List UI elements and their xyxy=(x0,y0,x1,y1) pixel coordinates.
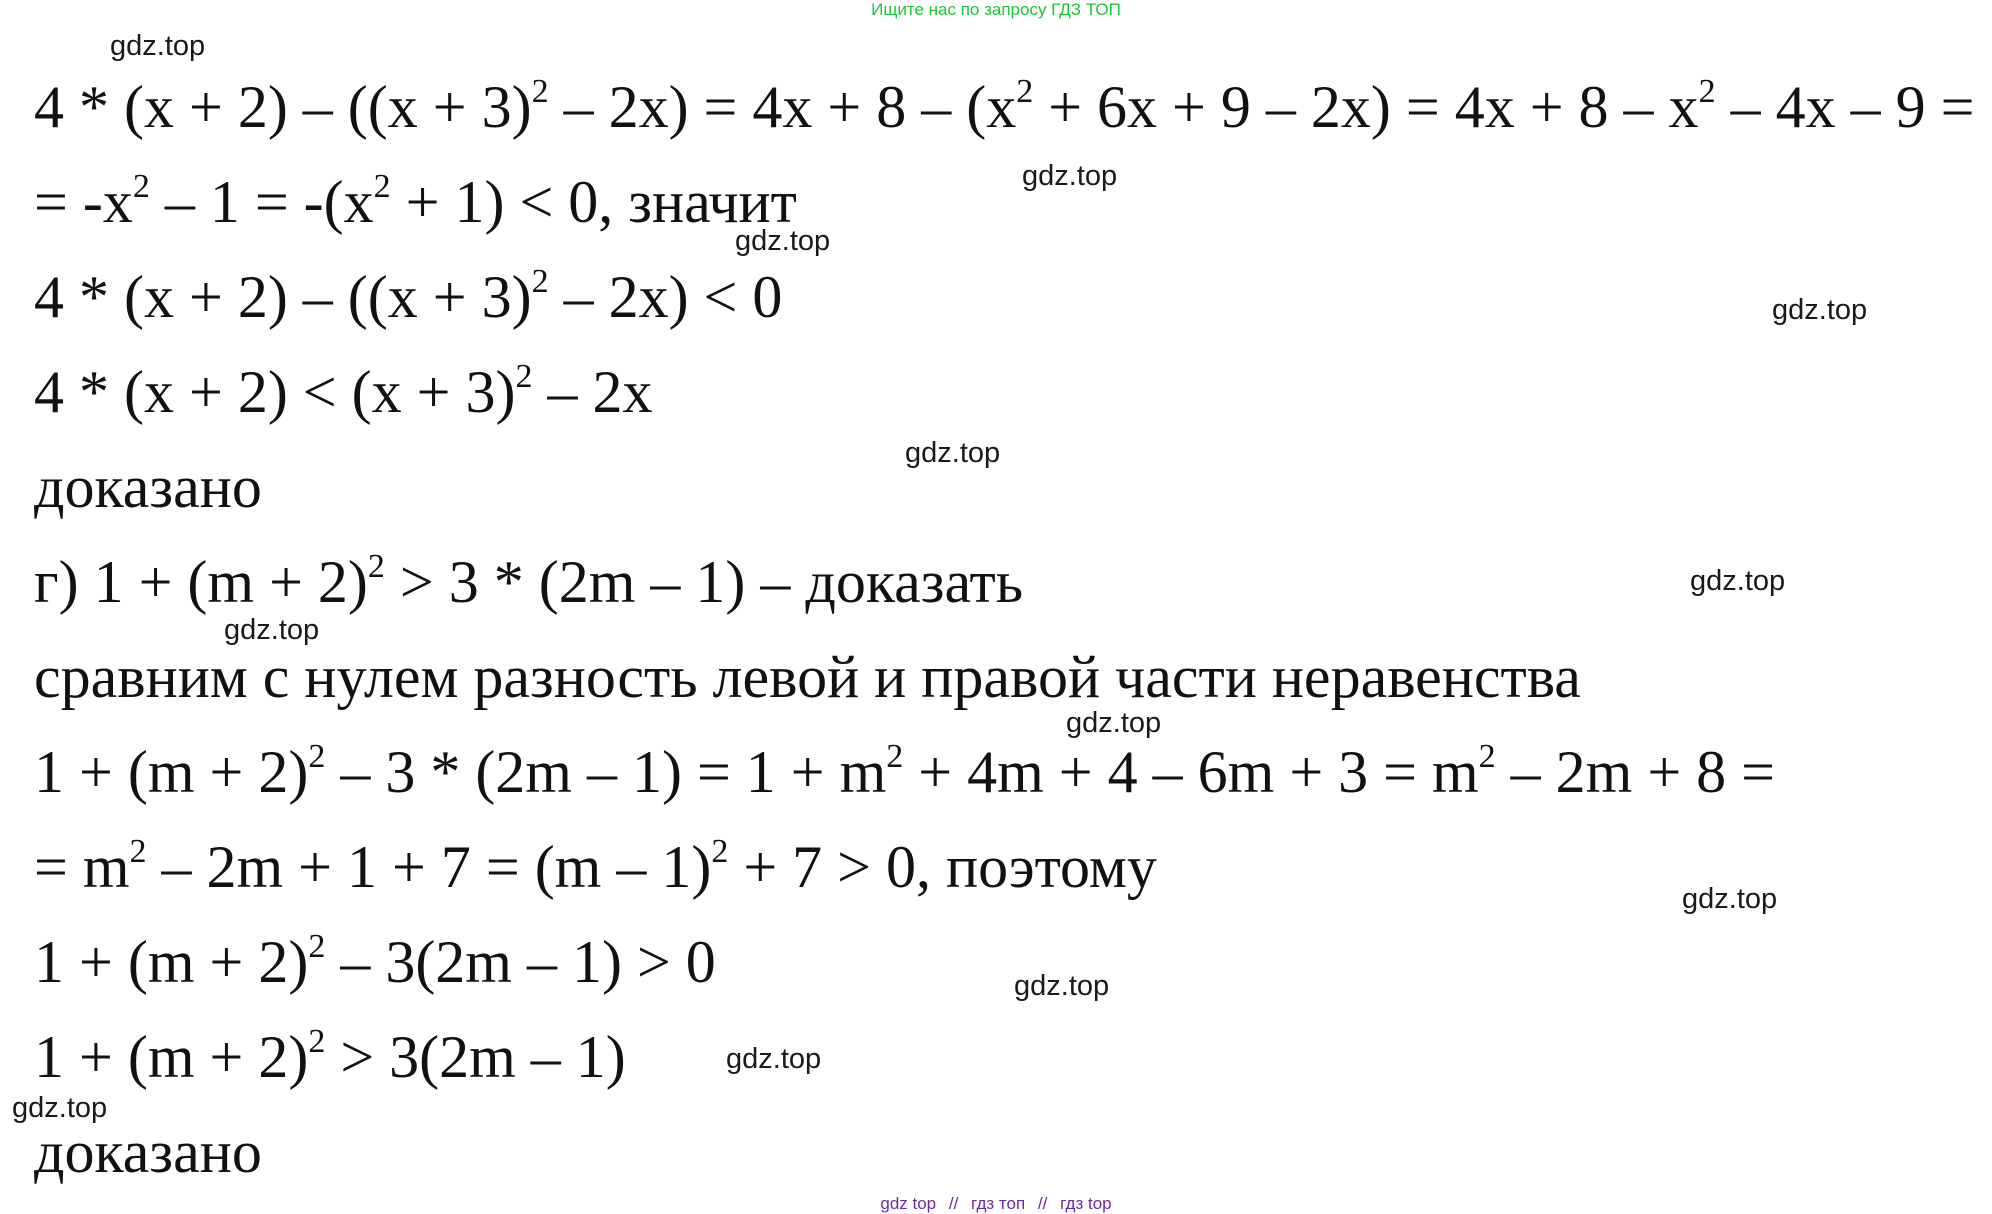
math-line-7: сравним с нулем разность левой и правой части неравенства xyxy=(34,644,1581,710)
math-line-4: $4 * (x + 2) < (x + 3)^2 - 2x$ xyxy=(34,358,653,425)
watermark: gdz.top xyxy=(1772,294,1868,326)
footer-link[interactable]: гдз top xyxy=(1060,1194,1112,1213)
watermark: gdz.top xyxy=(12,1092,108,1124)
math-line-11: $1 + (m + 2)^2 > 3(2m - 1)$ xyxy=(34,1023,626,1090)
top-banner: Ищите нас по запросу ГДЗ ТОП xyxy=(871,0,1121,19)
math-line-3: $4 * (x + 2) - ((x + 3)^2 - 2x) < 0$ xyxy=(34,263,783,330)
math-line-8: $1 + (m + 2)^2 - 3 * (2m - 1) = 1 + m^2 + 4m + 4 - 6m + 3 = m^2 - 2m + 8$ = xyxy=(34,738,1776,805)
watermark: gdz.top xyxy=(726,1043,822,1075)
watermark: gdz.top xyxy=(224,614,320,646)
watermark: gdz.top xyxy=(110,30,206,62)
math-line-5: доказано xyxy=(34,454,262,520)
math-line-9: = $m^2 - 2m + 1 + 7 = (m - 1)^2 + 7 > 0$, поэтому xyxy=(34,833,1157,900)
footer-link[interactable]: гдз топ xyxy=(971,1194,1026,1213)
watermark: gdz.top xyxy=(905,437,1001,469)
watermark: gdz.top xyxy=(1022,160,1118,192)
watermark: gdz.top xyxy=(1682,883,1778,915)
footer-separator: // xyxy=(1037,1194,1048,1213)
math-line-2: = $-x^2 - 1 = -(x^2 + 1) < 0$, значит xyxy=(34,168,797,235)
math-line-1: $4 * (x + 2) - ((x + 3)^2 - 2x) = 4x + 8 - (x^2 + 6x + 9 - 2x) = 4x + 8 - x^2 - 4x - 9$ = xyxy=(34,73,1975,140)
watermark: gdz.top xyxy=(735,225,831,257)
watermark: gdz.top xyxy=(1014,970,1110,1002)
watermark: gdz.top xyxy=(1066,707,1162,739)
math-line-12: доказано xyxy=(34,1119,262,1185)
math-line-10: $1 + (m + 2)^2 - 3(2m - 1) > 0$ xyxy=(34,928,716,995)
footer-link[interactable]: gdz top xyxy=(880,1194,937,1213)
math-line-6: г) $1 + (m + 2)^2 > 3 * (2m - 1)$ – доказать xyxy=(34,548,1024,615)
watermark: gdz.top xyxy=(1690,565,1786,597)
footer-links xyxy=(0,1194,1992,1214)
footer-separator: // xyxy=(948,1194,959,1213)
